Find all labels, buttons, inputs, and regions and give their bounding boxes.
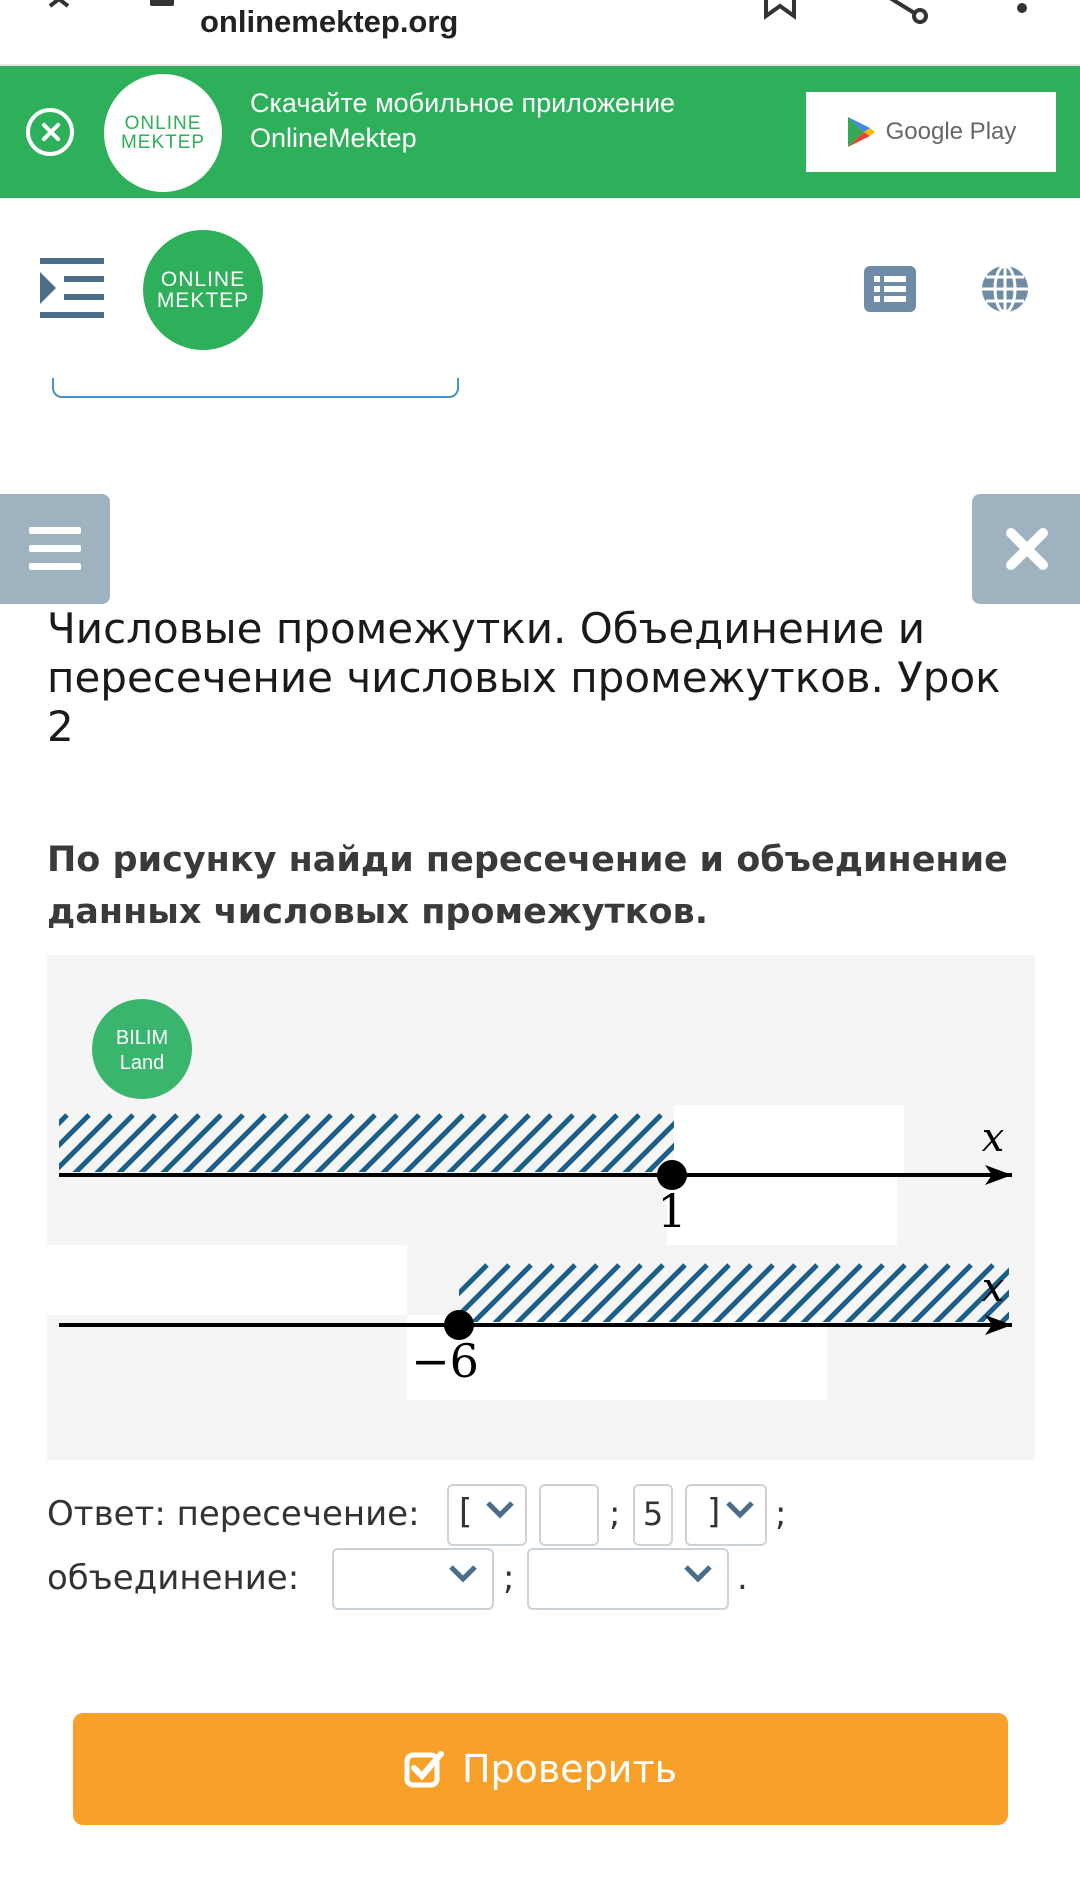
- axis-1-var: x: [981, 1115, 1005, 1161]
- select-value: ]: [707, 1492, 721, 1532]
- app-promo-banner: [0, 66, 1080, 198]
- checkbox-check-icon: [404, 1750, 444, 1788]
- intersection-right-bracket-select[interactable]: [685, 1484, 767, 1546]
- number-line-figure: [47, 955, 1035, 1460]
- check-button[interactable]: [73, 1713, 1008, 1825]
- logo-text-line1: ONLINE: [160, 268, 246, 291]
- hatch-stroke: [47, 1115, 67, 1175]
- close-banner-icon[interactable]: [26, 108, 74, 156]
- union-separator: ;: [503, 1558, 515, 1598]
- logo-text-line2: MEKTEP: [120, 132, 206, 153]
- previous-input-field[interactable]: [52, 378, 459, 398]
- separator: ;: [609, 1494, 621, 1534]
- union-right-select[interactable]: [527, 1548, 729, 1610]
- logo-text-line1: ONLINE: [124, 113, 202, 134]
- onlinemektep-logo: [104, 74, 222, 192]
- close-icon: [1005, 527, 1049, 571]
- intersection-left-bracket-select[interactable]: [447, 1484, 527, 1546]
- lock-icon: [148, 0, 178, 12]
- union-left-select[interactable]: [332, 1548, 494, 1610]
- union-period: .: [737, 1558, 748, 1598]
- site-header: [0, 198, 1080, 378]
- chevron-down-icon: [448, 1564, 478, 1584]
- close-icon[interactable]: [40, 0, 84, 16]
- onlinemektep-logo-header[interactable]: [143, 230, 263, 350]
- task-text: По рисунку найди пересечение и объединение данных числовых промежутков.: [47, 840, 1008, 932]
- google-play-icon: [846, 115, 876, 149]
- axis-1-point-label: 1: [657, 1184, 687, 1238]
- logo-text-line2: MEKTEP: [156, 289, 250, 312]
- promo-line2: OnlineMektep: [250, 123, 417, 153]
- hamburger-icon: [29, 527, 81, 571]
- bookmark-icon[interactable]: [762, 0, 802, 20]
- more-icon[interactable]: [1012, 0, 1032, 16]
- bilimland-line1: BILIM: [115, 1027, 169, 1049]
- lesson-title: Числовые промежутки. Объединение и пересечение числовых промежутков. Урок 2: [47, 604, 1001, 751]
- axis-2-var: x: [981, 1265, 1005, 1311]
- url-text[interactable]: onlinemektep.org: [200, 4, 459, 39]
- number-lines-svg: [47, 955, 1035, 1460]
- promo-text: [250, 86, 675, 156]
- intersection-label: Ответ: пересечение:: [47, 1494, 420, 1534]
- union-label: объединение:: [47, 1558, 300, 1598]
- chevron-down-icon: [683, 1564, 713, 1584]
- select-value: [: [459, 1492, 473, 1532]
- close-panel-button[interactable]: [972, 494, 1080, 604]
- intersection-left-input[interactable]: [539, 1484, 599, 1546]
- check-button-label: Проверить: [461, 1747, 678, 1791]
- promo-line1: Скачайте мобильное приложение: [250, 88, 676, 118]
- browser-address-bar: [0, 0, 1080, 66]
- intersection-right-input[interactable]: 5: [633, 1484, 673, 1546]
- menu-button[interactable]: [0, 494, 110, 604]
- bilimland-logo: [92, 999, 192, 1099]
- end-separator: ;: [775, 1494, 787, 1534]
- axis-2-point-label: −6: [411, 1334, 479, 1388]
- list-icon[interactable]: [864, 266, 916, 312]
- menu-collapse-icon[interactable]: [40, 258, 106, 320]
- hatch-stroke: [1021, 1265, 1035, 1325]
- bilimland-line2: Land: [119, 1052, 165, 1074]
- chevron-down-icon: [485, 1500, 515, 1520]
- share-icon[interactable]: [880, 0, 930, 26]
- google-play-label: Google Play: [885, 118, 1017, 145]
- chevron-down-icon: [725, 1500, 755, 1520]
- google-play-button[interactable]: [806, 92, 1056, 172]
- globe-icon[interactable]: [980, 264, 1030, 314]
